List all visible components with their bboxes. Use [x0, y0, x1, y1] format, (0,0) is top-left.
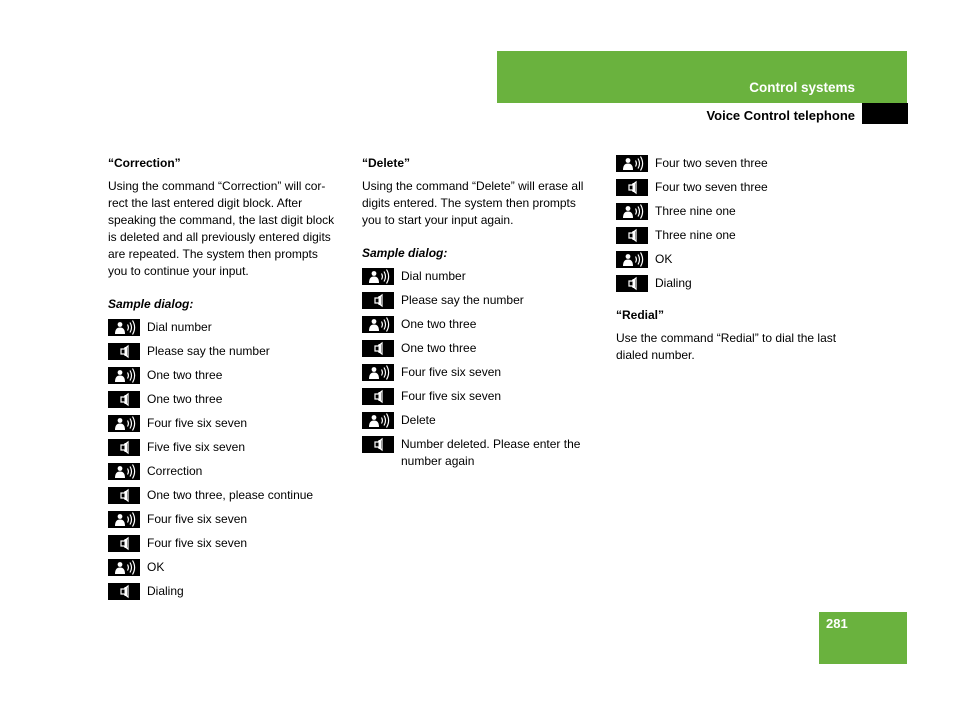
paragraph-line: are repeated. The system then prompts — [108, 247, 318, 261]
speaking-person-icon — [362, 316, 394, 333]
dialog-text: Four two seven three — [655, 156, 768, 170]
dialog-row — [362, 412, 602, 436]
dialog-text: Four five six seven — [147, 536, 248, 550]
dialog-text: One two three — [147, 368, 223, 382]
dialog-text: Please say the number — [147, 344, 270, 358]
dialog-text: Three nine one — [655, 204, 736, 218]
dialog-text: Dialing — [655, 276, 692, 290]
page-number: 281 — [826, 616, 848, 631]
paragraph-line: Using the command “Correction” will cor- — [108, 179, 326, 193]
correction-heading: “Correction” — [108, 156, 181, 170]
subsection-title: Voice Control telephone — [706, 108, 855, 123]
dialog-text: Dialing — [147, 584, 184, 598]
speaking-person-icon — [362, 412, 394, 429]
dialog-row — [108, 511, 344, 535]
redial-heading: “Redial” — [616, 308, 665, 322]
chapter-tab — [862, 103, 908, 124]
column-redial — [616, 155, 861, 380]
dialog-row — [108, 319, 344, 343]
loudspeaker-icon — [616, 227, 648, 244]
paragraph-line: Use the command “Redial” to dial the last — [616, 331, 837, 345]
dialog-text: Please say the number — [401, 293, 524, 307]
speaking-person-icon — [108, 415, 140, 432]
dialog-text: Three nine one — [655, 228, 736, 242]
paragraph-line: speaking the command, the last digit block — [108, 213, 335, 227]
dialog-row — [108, 415, 344, 439]
speaking-person-icon — [108, 559, 140, 576]
dialog-row — [362, 340, 602, 364]
sample-dialog — [362, 268, 602, 470]
speaking-person-icon — [616, 251, 648, 268]
dialog-row — [108, 487, 344, 511]
loudspeaker-icon — [616, 275, 648, 292]
loudspeaker-icon — [108, 583, 140, 600]
redial-paragraph — [616, 330, 861, 364]
dialog-text: Four five six seven — [401, 389, 502, 403]
delete-heading: “Delete” — [362, 156, 411, 170]
dialog-text: One two three — [401, 317, 477, 331]
column-correction — [108, 155, 344, 607]
speaking-person-icon — [616, 155, 648, 172]
loudspeaker-icon — [362, 292, 394, 309]
dialog-row — [108, 391, 344, 415]
dialog-row — [108, 439, 344, 463]
dialog-text: One two three, please continue — [147, 488, 314, 502]
loudspeaker-icon — [108, 391, 140, 408]
dialog-row — [108, 343, 344, 367]
dialog-row — [616, 227, 861, 251]
dialog-row — [108, 463, 344, 487]
dialog-row — [616, 203, 861, 227]
dialog-row — [362, 316, 602, 340]
dialog-text: OK — [147, 560, 165, 574]
dialog-row — [616, 275, 861, 299]
speaking-person-icon — [108, 463, 140, 480]
loudspeaker-icon — [108, 535, 140, 552]
dialog-text: Four five six seven — [401, 365, 502, 379]
dialog-text: Dial number — [147, 320, 212, 334]
dialog-text: Dial number — [401, 269, 466, 283]
speaking-person-icon — [616, 203, 648, 220]
dialog-text: OK — [655, 252, 673, 266]
speaking-person-icon — [362, 268, 394, 285]
loudspeaker-icon — [108, 439, 140, 456]
sample-dialog-continued — [616, 155, 861, 299]
loudspeaker-icon — [108, 487, 140, 504]
dialog-row — [108, 583, 344, 607]
paragraph-line: dialed number. — [616, 348, 695, 362]
dialog-text: Correction — [147, 464, 203, 478]
dialog-text: Four five six seven — [147, 512, 248, 526]
loudspeaker-icon — [108, 343, 140, 360]
speaking-person-icon — [362, 364, 394, 381]
dialog-row — [362, 436, 602, 470]
loudspeaker-icon — [362, 388, 394, 405]
dialog-text: Four five six seven — [147, 416, 248, 430]
speaking-person-icon — [108, 319, 140, 336]
dialog-text: Four two seven three — [655, 180, 768, 194]
dialog-text: One two three — [401, 341, 477, 355]
paragraph-line: rect the last entered digit block. After — [108, 196, 303, 210]
dialog-row — [362, 364, 602, 388]
dialog-row — [108, 535, 344, 559]
paragraph-line: you to continue your input. — [108, 264, 249, 278]
paragraph-line: digits entered. The system then prompts — [362, 196, 576, 210]
sample-dialog-label: Sample dialog: — [108, 297, 194, 311]
dialog-text: Delete — [401, 413, 436, 427]
paragraph-line: is deleted and all previously entered digits — [108, 230, 331, 244]
sample-dialog — [108, 319, 344, 607]
loudspeaker-icon — [362, 436, 394, 453]
dialog-row — [362, 388, 602, 412]
dialog-text: Number deleted. Please enter the number again — [401, 437, 581, 468]
loudspeaker-icon — [616, 179, 648, 196]
dialog-text: One two three — [147, 392, 223, 406]
dialog-row — [616, 251, 861, 275]
dialog-row — [108, 559, 344, 583]
dialog-row — [616, 155, 861, 179]
correction-paragraph — [108, 178, 344, 280]
section-title: Control systems — [749, 80, 855, 95]
paragraph-line: you to start your input again. — [362, 213, 514, 227]
dialog-row — [362, 292, 602, 316]
sample-dialog-label: Sample dialog: — [362, 246, 448, 260]
speaking-person-icon — [108, 511, 140, 528]
dialog-row — [362, 268, 602, 292]
column-delete — [362, 155, 602, 470]
paragraph-line: Using the command “Delete” will erase all — [362, 179, 584, 193]
dialog-text: Five five six seven — [147, 440, 246, 454]
dialog-row — [108, 367, 344, 391]
dialog-row — [616, 179, 861, 203]
loudspeaker-icon — [362, 340, 394, 357]
header-bar — [497, 51, 907, 103]
speaking-person-icon — [108, 367, 140, 384]
delete-paragraph — [362, 178, 602, 229]
